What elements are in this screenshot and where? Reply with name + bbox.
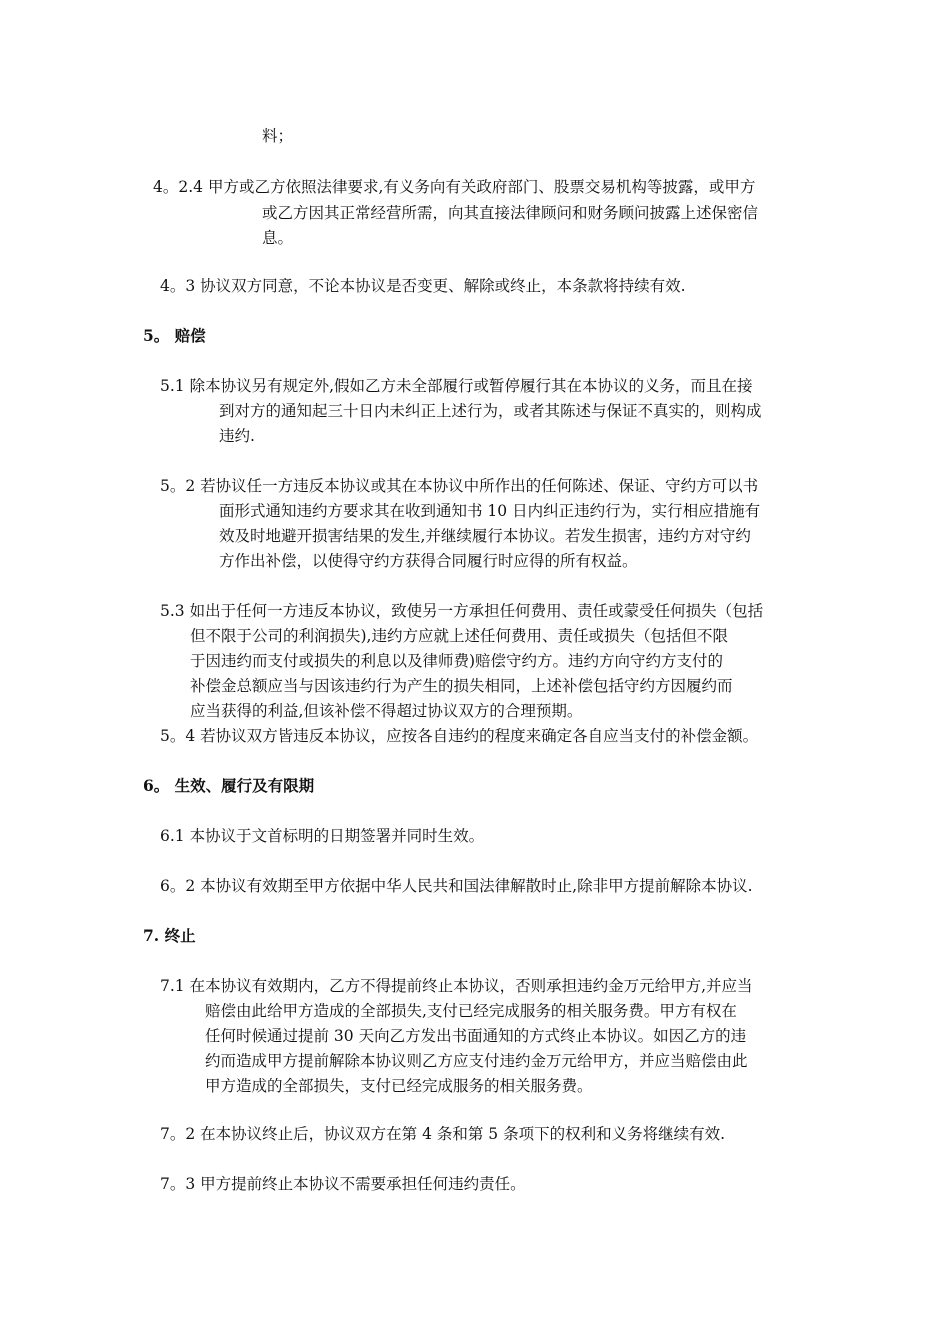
clause-5-3-line4: 补偿金总额应当与因该违约行为产生的损失相同，上述补偿包括守约方因履约而 <box>190 677 733 695</box>
clause-5-1-line3: 违约. <box>219 427 255 445</box>
clause-5-2: 5。2 若协议任一方违反本协议或其在本协议中所作出的任何陈述、保证、守约方可以书 <box>160 477 759 495</box>
clause-5-3: 5.3 如出于任何一方违反本协议，致使另一方承担任何费用、责任或蒙受任何损失（包括 <box>160 602 764 620</box>
clause-7-1-line2: 赔偿由此给甲方造成的全部损失,支付已经完成服务的相关服务费。甲方有权在 <box>205 1002 737 1020</box>
clause-5-4: 5。4 若协议双方皆违反本协议，应按各自违约的程度来确定各自应当支付的补偿金额。 <box>160 727 759 745</box>
clause-7-1: 7.1 在本协议有效期内，乙方不得提前终止本协议，否则承担违约金万元给甲方,并应当 <box>160 977 753 995</box>
clause-7-3: 7。3 甲方提前终止本协议不需要承担任何违约责任。 <box>160 1175 526 1193</box>
clause-6-2: 6。2 本协议有效期至甲方依据中华人民共和国法律解散时止,除非甲方提前解除本协议. <box>160 877 753 895</box>
clause-4-2-4-line3: 息。 <box>262 229 294 247</box>
clause-5-1: 5.1 除本协议另有规定外,假如乙方未全部履行或暂停履行其在本协议的义务，而且在接 <box>160 377 753 395</box>
clause-4-3: 4。3 协议双方同意，不论本协议是否变更、解除或终止，本条款将持续有效. <box>160 277 686 295</box>
clause-5-2-line4: 方作出补偿，以使得守约方获得合同履行时应得的所有权益。 <box>219 552 638 570</box>
clause-4-2-4-tail: 料； <box>262 127 294 145</box>
clause-7-2: 7。2 在本协议终止后，协议双方在第 4 条和第 5 条项下的权利和义务将继续有效. <box>160 1125 726 1143</box>
clause-7-1-line4: 约而造成甲方提前解除本协议则乙方应支付违约金万元给甲方，并应当赔偿由此 <box>205 1052 748 1070</box>
clause-5-2-line3: 效及时地避开损害结果的发生,并继续履行本协议。若发生损害，违约方对守约 <box>219 527 751 545</box>
clause-5-3-line2: 但不限于公司的利润损失),违约方应就上述任何费用、责任或损失（包括但不限 <box>190 627 728 645</box>
clause-4-2-4-line2: 或乙方因其正常经营所需，向其直接法律顾问和财务顾问披露上述保密信 <box>262 204 759 222</box>
clause-5-1-line2: 到对方的通知起三十日内未纠正上述行为，或者其陈述与保证不真实的，则构成 <box>219 402 762 420</box>
clause-5-3-line3: 于因违约而支付或损失的利息以及律师费)赔偿守约方。违约方向守约方支付的 <box>190 652 724 670</box>
clause-5-3-line5: 应当获得的利益,但该补偿不得超过协议双方的合理预期。 <box>190 702 583 720</box>
section-5-heading: 5。 赔偿 <box>143 326 206 345</box>
clause-6-1: 6.1 本协议于文首标明的日期签署并同时生效。 <box>160 827 485 845</box>
section-6-heading: 6。 生效、履行及有限期 <box>143 776 315 795</box>
clause-5-2-line2: 面形式通知违约方要求其在收到通知书 10 日内纠正违约行为，实行相应措施有 <box>219 502 761 520</box>
section-7-heading: 7. 终止 <box>143 926 196 945</box>
clause-7-1-line5: 甲方造成的全部损失，支付已经完成服务的相关服务费。 <box>205 1077 593 1095</box>
clause-4-2-4: 4。2.4 甲方或乙方依照法律要求,有义务向有关政府部门、股票交易机构等披露，或甲方 <box>153 178 756 196</box>
clause-7-1-line3: 任何时候通过提前 30 天向乙方发出书面通知的方式终止本协议。如因乙方的违 <box>205 1027 747 1045</box>
